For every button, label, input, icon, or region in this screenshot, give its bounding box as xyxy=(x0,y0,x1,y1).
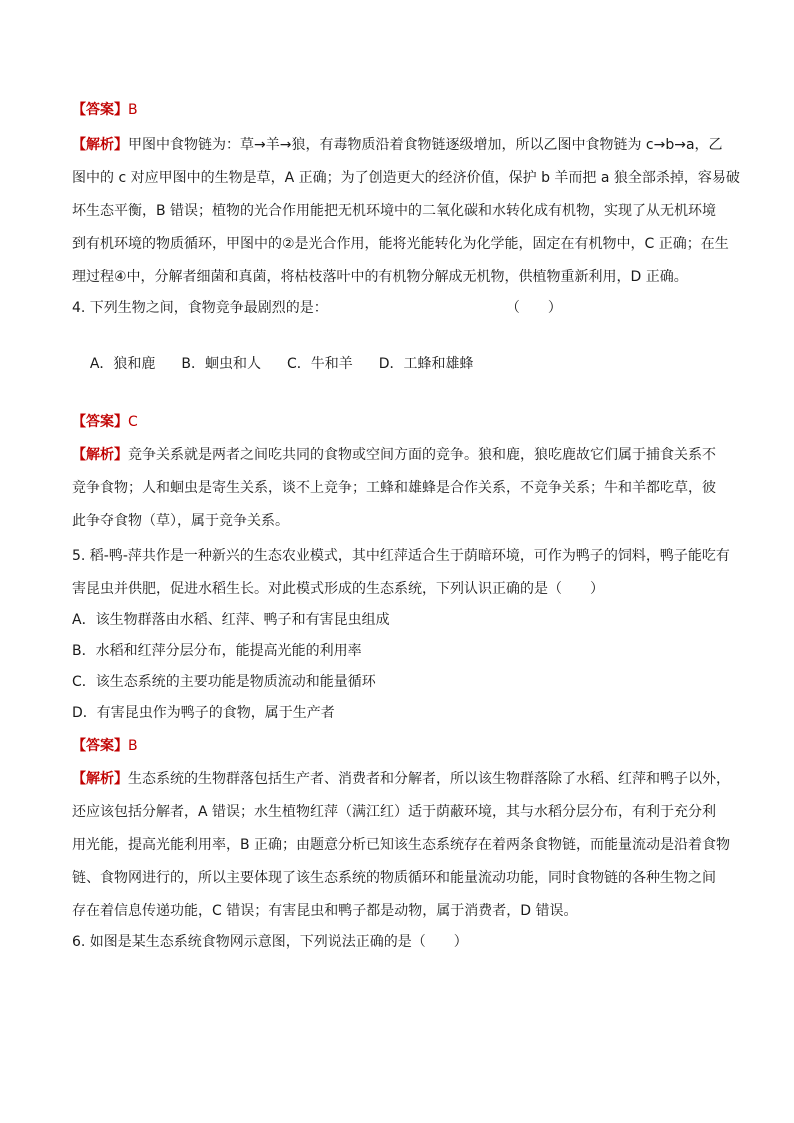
analysis-line: 存在着信息传递功能，C 错误；有害昆虫和鸭子都是动物，属于消费者，D 错误。 xyxy=(72,903,578,919)
answer-line xyxy=(72,410,724,435)
stem-line: 害昆虫并供肥，促进水稻生长。对此模式形成的生态系统，下列认识正确的是（ ） xyxy=(72,581,604,597)
question-5-stem xyxy=(72,544,730,602)
analysis-line: 竞争食物；人和蛔虫是寄生关系，谈不上竞争；工蜂和雄蜂是合作关系，不竞争关系；牛和羊都吃草，彼 xyxy=(72,480,716,496)
analysis-tag: 【解析】 xyxy=(72,137,128,153)
analysis-line xyxy=(72,443,724,468)
answer-tag: 【答案】 xyxy=(72,102,128,118)
answer-value: C xyxy=(128,414,138,430)
option-a: A．该生物群落由水稻、红萍、鸭子和有害昆虫组成 xyxy=(72,612,390,628)
analysis-tag: 【解析】 xyxy=(72,771,128,787)
answer-tag: 【答案】 xyxy=(72,414,128,430)
answer-line xyxy=(72,98,724,123)
analysis-line xyxy=(72,133,724,158)
answer-tag: 【答案】 xyxy=(72,738,128,754)
analysis-line xyxy=(72,767,730,792)
option-c: C．该生态系统的主要功能是物质流动和能量循环 xyxy=(72,674,376,690)
option-b: B．水稻和红萍分层分布，能提高光能的利用率 xyxy=(72,643,362,659)
analysis-line: 还应该包括分解者，A 错误；水生植物红萍（满江红）适于荫蔽环境，其与水稻分层分布，有利于充分利 xyxy=(72,804,717,820)
document-page xyxy=(72,98,740,955)
analysis-text: 生态系统的生物群落包括生产者、消费者和分解者，所以该生物群落除了水稻、红萍和鸭子以外， xyxy=(128,771,730,787)
answer-value: B xyxy=(128,102,138,118)
question-4-stem: 4. 下列生物之间，食物竞争最剧烈的是： （ ） xyxy=(72,300,562,316)
analysis-line: 坏生态平衡，B 错误；植物的光合作用能把无机环境中的二氧化碳和水转化成有机物，实现了从无机环境 xyxy=(72,203,717,219)
analysis-line: 到有机环境的物质循环，甲图中的②是光合作用，能将光能转化为化学能，固定在有机物中，C 正确；在生 xyxy=(72,236,729,252)
analysis-line: 用光能，提高光能利用率，B 正确；由题意分析已知该生态系统存在着两条食物链，而能量流动是沿着食物 xyxy=(72,837,731,853)
analysis-block xyxy=(72,133,740,290)
option-d: D．工蜂和雄蜂 xyxy=(378,356,474,372)
stem-line: 5. 稻-鸭-萍共作是一种新兴的生态农业模式，其中红萍适合生于荫暗环境，可作为鸭子的饲料，鸭子能吃有 xyxy=(72,548,730,564)
answer-value: B xyxy=(128,738,138,754)
analysis-block xyxy=(72,443,724,534)
analysis-line: 此争夺食物（草），属于竞争关系。 xyxy=(72,513,289,529)
analysis-line: 链、食物网进行的，所以主要体现了该生态系统的物质循环和能量流动功能，同时食物链的各种生物之间 xyxy=(72,870,716,886)
option-c: C．牛和羊 xyxy=(287,356,353,372)
analysis-text: 竞争关系就是两者之间吃共同的食物或空间方面的竞争。狼和鹿，狼吃鹿故它们属于捕食关系不 xyxy=(128,447,716,463)
answer-line xyxy=(72,734,724,759)
option-a: A．狼和鹿 xyxy=(89,356,156,372)
question-5-options xyxy=(72,608,724,726)
analysis-tag: 【解析】 xyxy=(72,447,128,463)
analysis-line: 图中的 c 对应甲图中的生物是草，A 正确；为了创造更大的经济价值，保护 b 羊而把 a 狼全部杀掉，容易破 xyxy=(72,170,740,186)
analysis-block xyxy=(72,767,731,924)
option-d: D．有害昆虫作为鸭子的食物，属于生产者 xyxy=(72,705,335,721)
analysis-line: 理过程④中，分解者细菌和真菌，将枯枝落叶中的有机物分解成无机物，供植物重新利用，D 正确。 xyxy=(72,269,688,285)
question-6-stem: 6. 如图是某生态系统食物网示意图，下列说法正确的是（ ） xyxy=(72,934,468,950)
question-4-options xyxy=(72,327,724,402)
analysis-text: 甲图中食物链为：草→羊→狼，有毒物质沿着食物链逐级增加，所以乙图中食物链为 c→b→a，乙 xyxy=(128,137,723,153)
option-b: B．蛔虫和人 xyxy=(181,356,261,372)
